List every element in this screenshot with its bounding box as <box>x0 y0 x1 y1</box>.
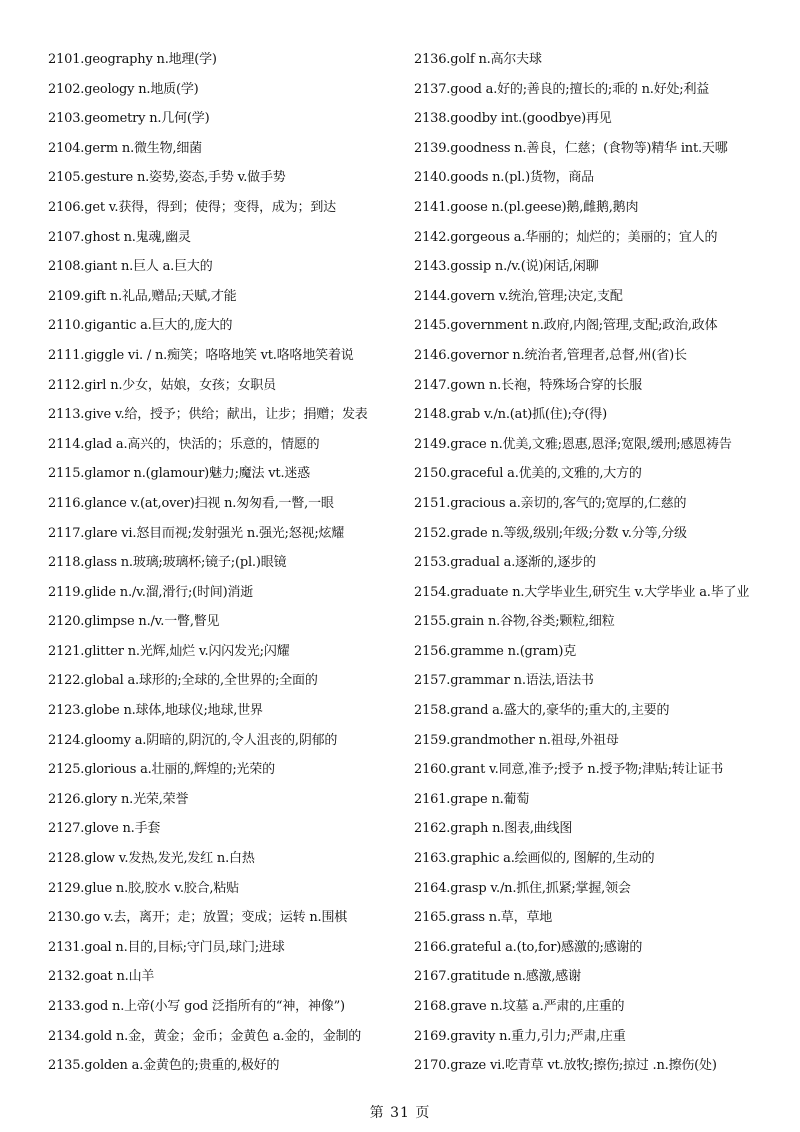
vocab-entry: 2105.gesture n.姿势,姿态,手势 v.做手势 <box>48 170 286 186</box>
vocab-entry: 2116.glance v.(at,over)扫视 n.匆匆看,一瞥,一眼 <box>48 495 334 511</box>
vocab-entry: 2167.gratitude n.感激,感谢 <box>414 969 581 985</box>
vocab-entry: 2156.gramme n.(gram)克 <box>414 643 577 659</box>
vocab-entry: 2109.gift n.礼品,赠品;天赋,才能 <box>48 288 237 304</box>
page-number: 第 31 页 <box>369 1105 431 1121</box>
vocab-entry: 2117.glare vi.怒目而视;发射强光 n.强光;怒视;炫耀 <box>48 525 345 541</box>
vocab-entry: 2103.geometry n.几何(学) <box>48 111 210 127</box>
vocab-entry: 2113.give v.给，授予；供给；献出，让步；捐赠；发表 <box>48 407 368 423</box>
vocab-entry: 2133.god n.上帝(小写 god 泛指所有的“神，神像”) <box>48 999 345 1014</box>
vocab-entry: 2140.goods n.(pl.)货物，商品 <box>414 170 594 186</box>
vocab-entry: 2123.globe n.球体,地球仪;地球,世界 <box>48 703 263 719</box>
vocab-entry: 2127.glove n.手套 <box>48 821 161 837</box>
vocab-entry: 2111.giggle vi. / n.痴笑；咯咯地笑 vt.咯咯地笑着说 <box>48 347 354 363</box>
vocab-entry: 2154.graduate n.大学毕业生,研究生 v.大学毕业 a.毕了业 <box>414 584 750 600</box>
vocab-entry: 2142.gorgeous a.华丽的；灿烂的；美丽的；宜人的 <box>414 229 718 245</box>
vocab-entry: 2102.geology n.地质(学) <box>48 81 199 97</box>
vocab-entry: 2115.glamor n.(glamour)魅力;魔法 vt.迷惑 <box>48 466 310 482</box>
left-column <box>48 45 408 1081</box>
vocab-entry: 2163.graphic a.绘画似的, 图解的,生动的 <box>414 851 655 867</box>
vocab-entry: 2134.gold n.金，黄金；金币；金黄色 a.金的，金制的 <box>48 1028 362 1044</box>
vocab-entry: 2146.governor n.统治者,管理者,总督,州(省)长 <box>414 347 687 363</box>
vocab-entry: 2121.glitter n.光辉,灿烂 v.闪闪发光;闪耀 <box>48 643 290 659</box>
vocab-entry: 2169.gravity n.重力,引力;严肃,庄重 <box>414 1028 626 1044</box>
vocab-entry: 2141.goose n.(pl.geese)鹅,雌鹅,鹅肉 <box>414 199 639 215</box>
vocab-entry: 2161.grape n.葡萄 <box>414 791 530 807</box>
vocab-entry: 2147.gown n.长袍，特殊场合穿的长服 <box>414 377 642 393</box>
vocab-entry: 2137.good a.好的;善良的;擅长的;乖的 n.好处;利益 <box>414 81 710 97</box>
vocab-entry: 2129.glue n.胶,胶水 v.胶合,粘贴 <box>48 880 239 896</box>
vocab-entry: 2114.glad a.高兴的，快活的；乐意的，情愿的 <box>48 436 320 452</box>
vocab-entry: 2104.germ n.微生物,细菌 <box>48 140 202 156</box>
vocab-entry: 2149.grace n.优美,文雅;恩惠,恩泽;宽限,缓刑;感恩祷告 <box>414 436 732 452</box>
vocab-entry: 2148.grab v./n.(at)抓(住);夺(得) <box>414 407 607 423</box>
vocab-entry: 2145.government n.政府,内阁;管理,支配;政治,政体 <box>414 318 718 334</box>
vocab-entry: 2126.glory n.光荣,荣誉 <box>48 791 189 807</box>
vocab-entry: 2144.govern v.统治,管理;决定,支配 <box>414 288 623 304</box>
vocab-entry: 2166.grateful a.(to,for)感激的;感谢的 <box>414 939 643 955</box>
vocab-entry: 2162.graph n.图表,曲线图 <box>414 821 573 837</box>
vocab-entry: 2138.goodby int.(goodbye)再见 <box>414 111 612 127</box>
vocab-entry: 2101.geography n.地理(学) <box>48 52 217 67</box>
vocab-entry: 2151.gracious a.亲切的,客气的;宽厚的,仁慈的 <box>414 495 687 511</box>
vocab-entry: 2131.goal n.目的,目标;守门员,球门;进球 <box>48 939 285 955</box>
vocab-entry: 2168.grave n.坟墓 a.严肃的,庄重的 <box>414 999 625 1014</box>
vocab-entry: 2170.graze vi.吃青草 vt.放牧;擦伤;掠过 .n.擦伤(处) <box>414 1058 717 1074</box>
vocab-entry: 2107.ghost n.鬼魂,幽灵 <box>48 229 191 245</box>
vocab-entry: 2139.goodness n.善良，仁慈；(食物等)精华 int.天哪 <box>414 140 728 156</box>
vocab-entry: 2119.glide n./v.溜,滑行;(时间)消逝 <box>48 584 254 600</box>
vocab-entry: 2152.grade n.等级,级别;年级;分数 v.分等,分级 <box>414 525 687 541</box>
vocab-entry: 2157.grammar n.语法,语法书 <box>414 673 594 689</box>
vocab-entry: 2112.girl n.少女，姑娘，女孩；女职员 <box>48 377 276 393</box>
vocab-entry: 2110.gigantic a.巨大的,庞大的 <box>48 318 233 334</box>
right-column <box>414 45 774 1081</box>
vocab-entry: 2155.grain n.谷物,谷类;颗粒,细粒 <box>414 614 615 630</box>
vocab-entry: 2135.golden a.金黄色的;贵重的,极好的 <box>48 1058 280 1074</box>
vocab-entry: 2159.grandmother n.祖母,外祖母 <box>414 732 619 748</box>
vocab-entry: 2143.gossip n./v.(说)闲话,闲聊 <box>414 259 599 275</box>
vocab-entry: 2153.gradual a.逐渐的,逐步的 <box>414 555 596 571</box>
vocab-entry: 2164.grasp v./n.抓住,抓紧;掌握,领会 <box>414 880 631 896</box>
vocab-entry: 2125.glorious a.壮丽的,辉煌的;光荣的 <box>48 762 275 778</box>
vocab-entry: 2128.glow v.发热,发光,发红 n.白热 <box>48 851 255 867</box>
vocab-entry: 2124.gloomy a.阴暗的,阴沉的,令人沮丧的,阴郁的 <box>48 732 338 748</box>
vocab-entry: 2136.golf n.高尔夫球 <box>414 52 542 67</box>
vocab-entry: 2120.glimpse n./v.一瞥,瞥见 <box>48 614 220 630</box>
vocab-entry: 2122.global a.球形的;全球的,全世界的;全面的 <box>48 673 318 689</box>
vocab-entry: 2108.giant n.巨人 a.巨大的 <box>48 259 213 275</box>
vocab-entry: 2150.graceful a.优美的,文雅的,大方的 <box>414 466 642 482</box>
vocab-entry: 2158.grand a.盛大的,豪华的;重大的,主要的 <box>414 703 670 719</box>
vocab-entry: 2165.grass n.草，草地 <box>414 910 553 926</box>
vocab-entry: 2132.goat n.山羊 <box>48 969 155 985</box>
vocab-entry: 2118.glass n.玻璃;玻璃杯;镜子;(pl.)眼镜 <box>48 555 287 571</box>
vocab-entry: 2160.grant v.同意,准予;授予 n.授予物;津贴;转让证书 <box>414 762 724 778</box>
vocab-entry: 2106.get v.获得，得到；使得；变得，成为；到达 <box>48 199 336 215</box>
vocab-entry: 2130.go v.去，离开；走；放置；变成；运转 n.围棋 <box>48 910 348 926</box>
